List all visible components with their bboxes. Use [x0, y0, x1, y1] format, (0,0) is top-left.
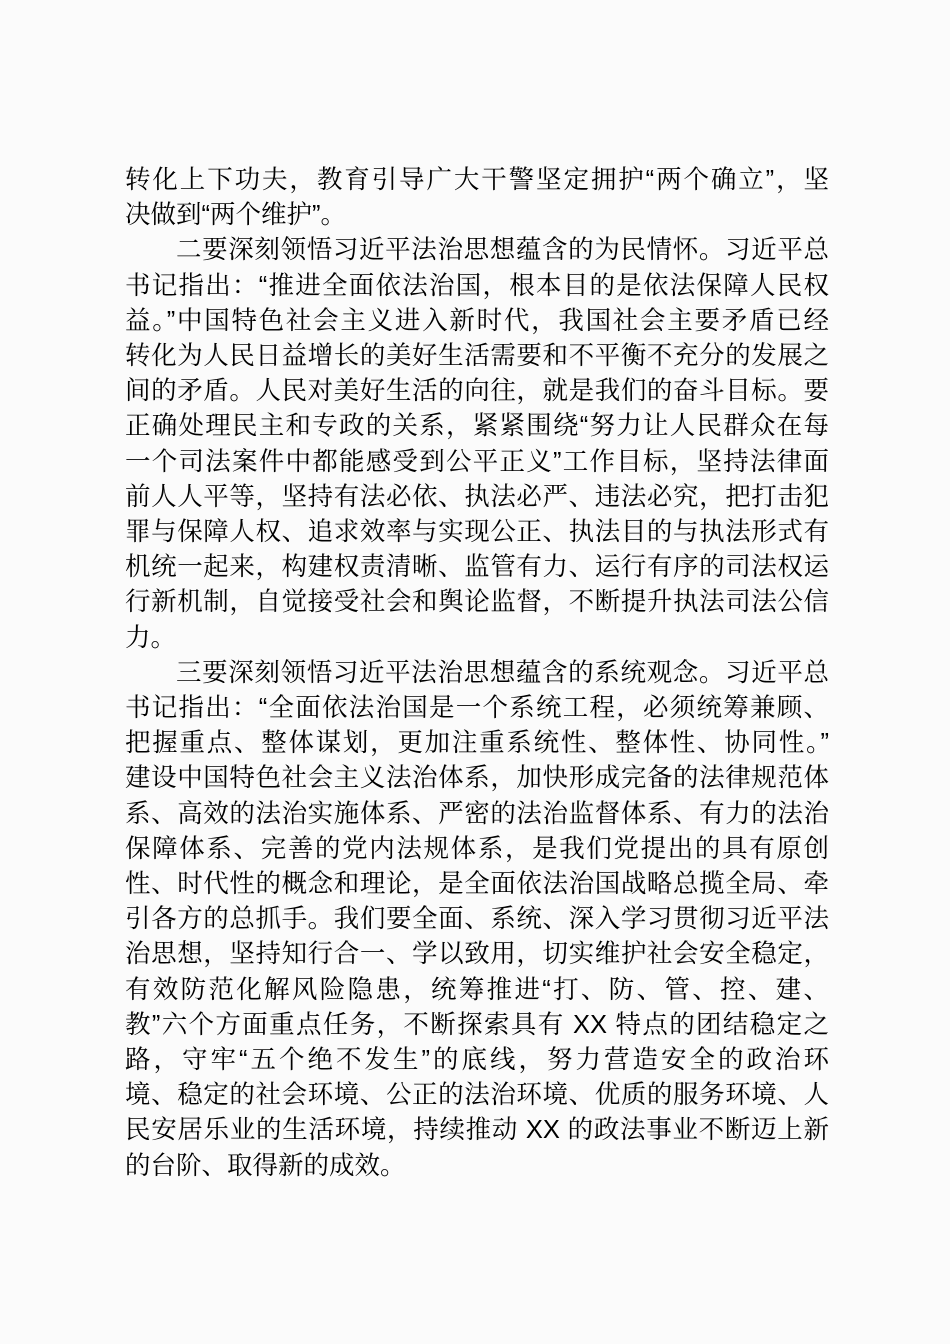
text-line: 正确处理民主和专政的关系，紧紧围绕“努力让人民群众在每	[125, 412, 829, 441]
text-line: 把握重点、整体谋划，更加注重系统性、整体性、协同性。”	[125, 729, 829, 758]
text-line: 一个司法案件中都能感受到公平正义”工作目标，坚持法律面	[125, 447, 829, 476]
text-line: 间的矛盾。人民对美好生活的向往，就是我们的奋斗目标。要	[125, 377, 829, 406]
text-line: 有效防范化解风险隐患，统筹推进“打、防、管、控、建、	[125, 975, 829, 1004]
text-line: 保障体系、完善的党内法规体系，是我们党提出的具有原创	[125, 834, 829, 863]
text-line: 三要深刻领悟习近平法治思想蕴含的系统观念。习近平总	[176, 658, 829, 687]
text-line: 境、稳定的社会环境、公正的法治环境、优质的服务环境、人	[125, 1081, 829, 1110]
text-line: 前人人平等，坚持有法必依、执法必严、违法必究，把打击犯	[125, 482, 829, 511]
text-line: 治思想，坚持知行合一、学以致用，切实维护社会安全稳定，	[125, 940, 829, 969]
text-line: 性、时代性的概念和理论，是全面依法治国战略总揽全局、牵	[125, 870, 829, 899]
text-line: 益。”中国特色社会主义进入新时代，我国社会主要矛盾已经	[125, 306, 829, 335]
text-line: 转化上下功夫，教育引导广大干警坚定拥护“两个确立”，坚	[125, 166, 829, 194]
text-line: 书记指出：“推进全面依法治国，根本目的是依法保障人民权	[125, 271, 829, 300]
text-line: 路，守牢“五个绝不发生”的底线，努力营造安全的政治环	[125, 1046, 829, 1075]
text-line: 系、高效的法治实施体系、严密的法治监督体系、有力的法治	[125, 799, 829, 828]
text-line: 罪与保障人权、追求效率与实现公正、执法目的与执法形式有	[125, 518, 829, 547]
text-line: 力。	[125, 623, 177, 652]
text-line: 二要深刻领悟习近平法治思想蕴含的为民情怀。习近平总	[176, 236, 829, 265]
text-line: 建设中国特色社会主义法治体系，加快形成完备的法律规范体	[125, 764, 829, 793]
document-text	[125, 163, 829, 1187]
text-line: 决做到“两个维护”。	[125, 201, 346, 230]
text-line: 教”六个方面重点任务，不断探索具有 XX 特点的团结稳定之	[125, 1010, 829, 1039]
text-line: 转化为人民日益增长的美好生活需要和不平衡不充分的发展之	[125, 342, 829, 371]
text-line: 书记指出：“全面依法治国是一个系统工程，必须统筹兼顾、	[125, 694, 829, 723]
text-line: 机统一起来，构建权责清晰、监管有力、运行有序的司法权运	[125, 553, 829, 582]
text-line: 引各方的总抓手。我们要全面、系统、深入学习贯彻习近平法	[125, 905, 829, 934]
text-line: 民安居乐业的生活环境，持续推动 XX 的政法事业不断迈上新	[125, 1116, 829, 1145]
text-line: 的台阶、取得新的成效。	[125, 1151, 406, 1180]
text-line: 行新机制，自觉接受社会和舆论监督，不断提升执法司法公信	[125, 588, 829, 617]
